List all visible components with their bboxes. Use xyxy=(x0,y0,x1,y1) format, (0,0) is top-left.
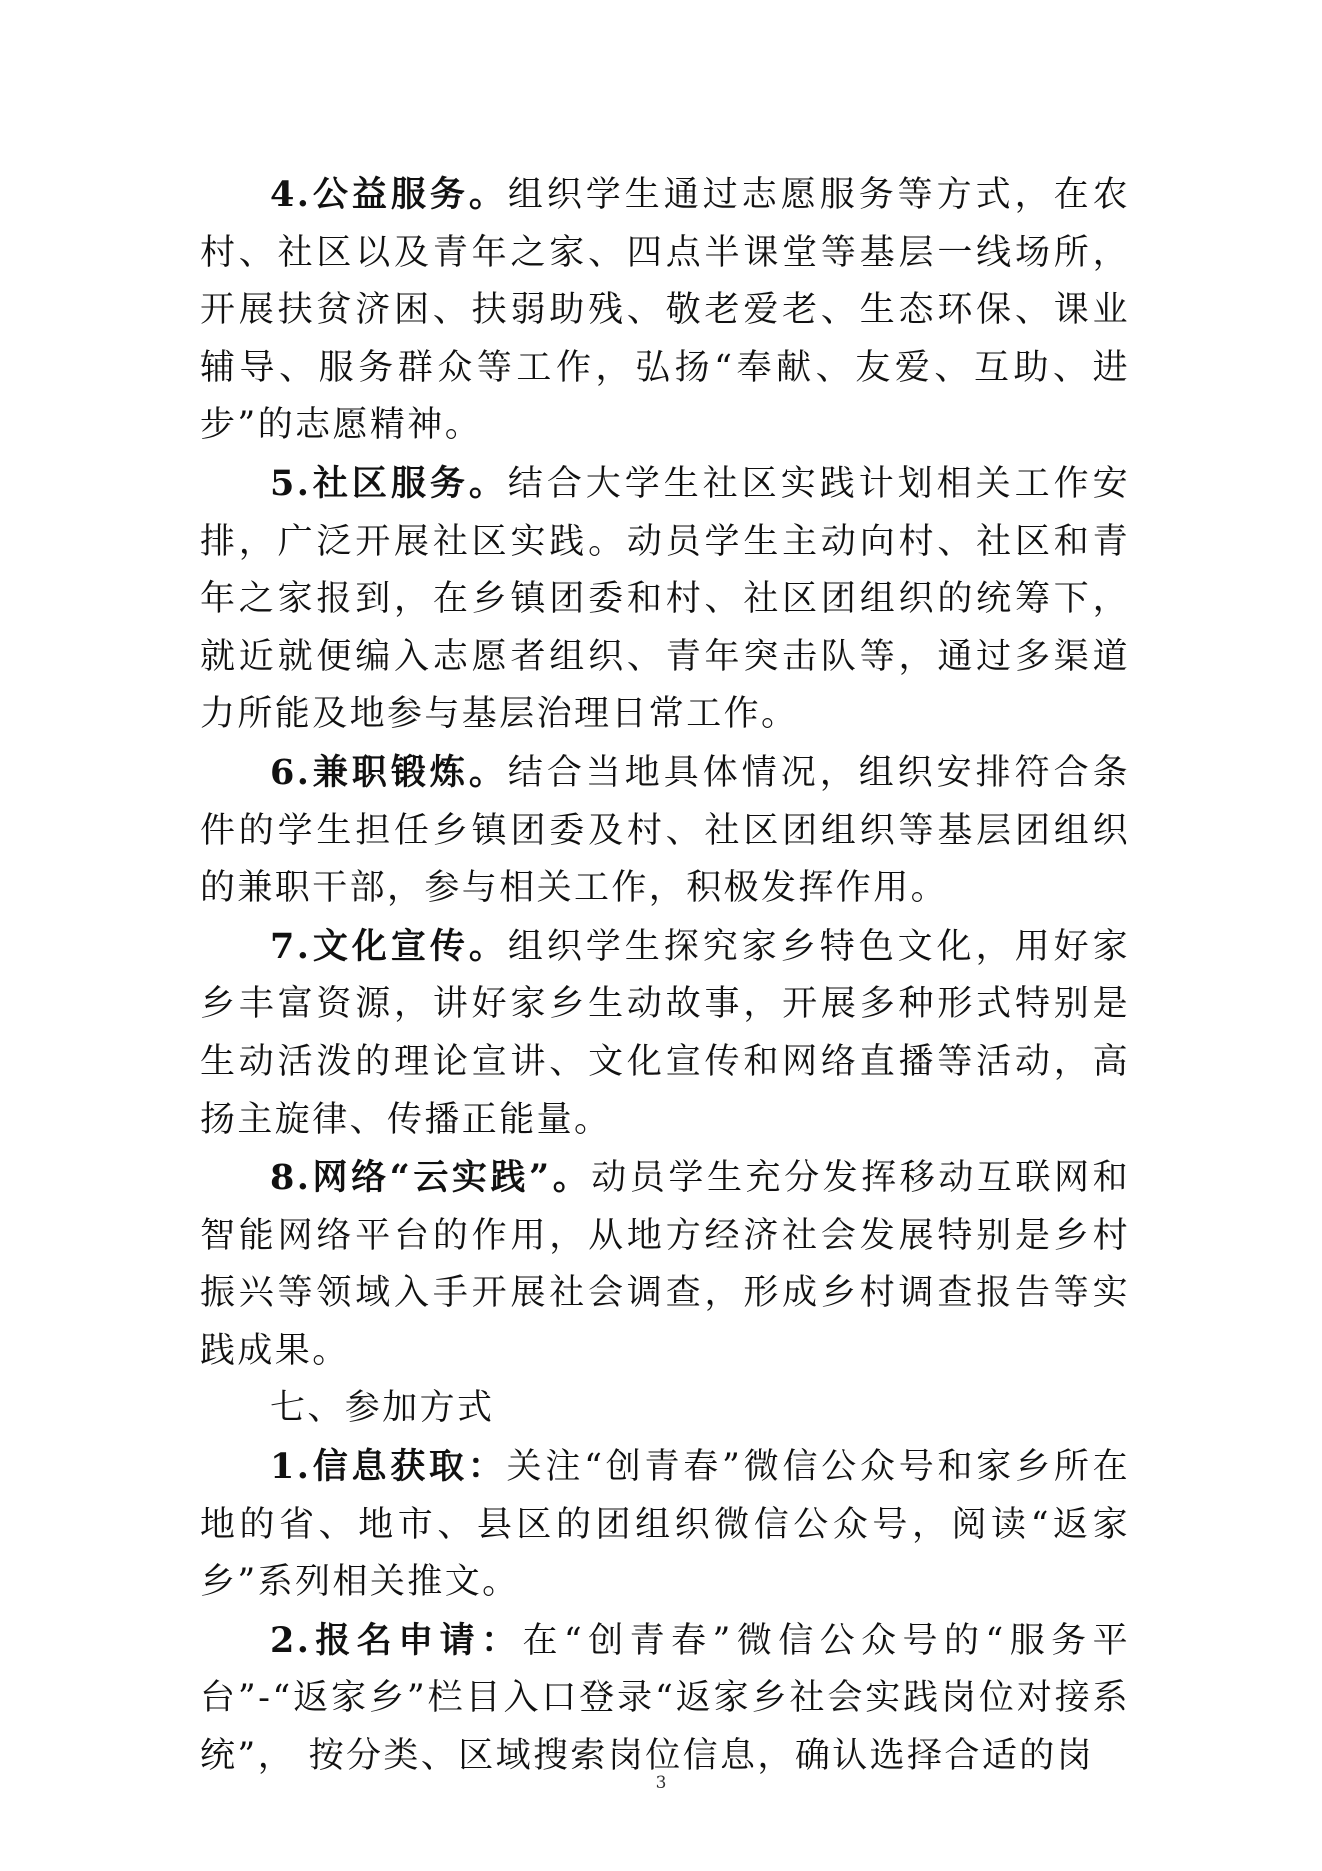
paragraph-text: 结合当地具体情况，组织安排符合条件的学生担任乡镇团委及村、社区团组织等基层团组织的兼职干部，参与相关工作，积极发挥作用。 xyxy=(200,752,1130,909)
paragraph-public-service xyxy=(200,166,1130,455)
paragraph-online-practice xyxy=(200,1149,1130,1380)
paragraph-text: 关注“创青春”微信公众号和家乡所在地的省、地市、县区的团组织微信公众号，阅读“返家乡”系列相关推文。 xyxy=(200,1447,1130,1603)
paragraph-text: 组织学生探究家乡特色文化，用好家乡丰富资源，讲好家乡生动故事，开展多种形式特别是生动活泼的理论宣讲、文化宣传和网络直播等活动，高扬主旋律、传播正能量。 xyxy=(200,926,1130,1140)
paragraph-heading: 2.报名申请： xyxy=(270,1619,523,1661)
paragraph-heading: 6.兼职锻炼。 xyxy=(270,751,508,793)
paragraph-cultural-promotion xyxy=(200,918,1130,1149)
paragraph-heading: 7.文化宣传。 xyxy=(270,925,508,967)
paragraph-text: 结合大学生社区实践计划相关工作安排，广泛开展社区实践。动员学生主动向村、社区和青年之家报到，在乡镇团委和村、社区团组织的统筹下，就近就便编入志愿者组织、青年突击队等，通过多渠道力所能及地参与基层治理日常工作。 xyxy=(200,463,1130,735)
paragraph-text: 动员学生充分发挥移动互联网和智能网络平台的作用，从地方经济社会发展特别是乡村振兴等领域入手开展社会调查，形成乡村调查报告等实践成果。 xyxy=(200,1158,1130,1371)
section-title: 七、参加方式 xyxy=(270,1388,495,1429)
paragraph-heading: 5.社区服务。 xyxy=(270,462,508,504)
paragraph-part-time-training xyxy=(200,744,1130,918)
document-body xyxy=(200,166,1130,1786)
paragraph-registration xyxy=(200,1612,1130,1786)
paragraph-community-service xyxy=(200,455,1130,744)
paragraph-heading: 8.网络“云实践”。 xyxy=(270,1157,592,1199)
paragraph-heading: 1.信息获取： xyxy=(270,1446,507,1488)
paragraph-text: 在“创青春”微信公众号的“服务平台”-“返家乡”栏目入口登录“返家乡社会实践岗位对接系统”， 按分类、区域搜索岗位信息，确认选择合适的岗 xyxy=(200,1620,1130,1777)
paragraph-text: 组织学生通过志愿服务等方式，在农村、社区以及青年之家、四点半课堂等基层一线场所，开展扶贫济困、扶弱助残、敬老爱老、生态环保、课业辅导、服务群众等工作，弘扬“奉献、友爱、互助、进步”的志愿精神。 xyxy=(200,175,1130,446)
page-number: 3 xyxy=(655,1773,667,1793)
paragraph-heading: 4.公益服务。 xyxy=(270,174,508,215)
paragraph-information-access xyxy=(200,1438,1130,1612)
